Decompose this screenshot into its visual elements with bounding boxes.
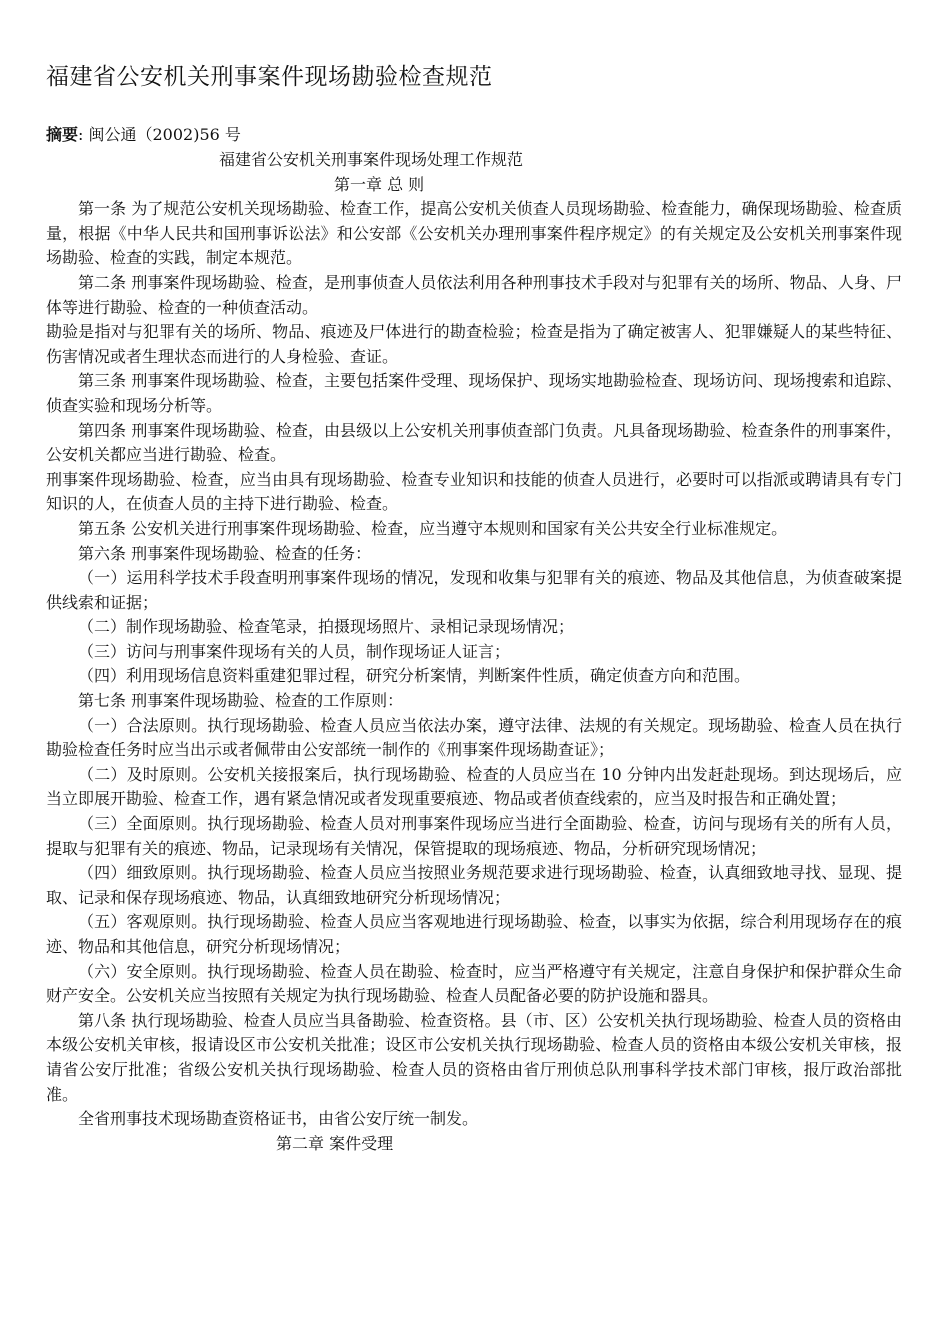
article-8-note: 全省刑事技术现场勘查资格证书，由省公安厅统一制发。 — [78, 1109, 479, 1129]
article-4: 第四条 刑事案件现场勘验、检查，由县级以上公安机关刑事侦查部门负责。凡具备现场勘验、检查条件的刑事案件，公安机关都应当进行勘验、检查。 — [46, 420, 902, 465]
article-8: 第八条 执行现场勘验、检查人员应当具备勘验、检查资格。县（市、区）公安机关执行现场勘验、检查人员的资格由本级公安机关审核，报请设区市公安机关批准；设区市公安机关执行现场勘验、检查人员的资格由本级公安机关审核，报请省公安厅批准；省级公安机关执行现场勘验、检查人员的资格由省厅刑侦总队刑事科学技术部门审核，报厅政治部批准。 — [46, 1010, 902, 1104]
article-7-item-1: （一）合法原则。执行现场勘验、检查人员应当依法办案，遵守法律、法规的有关规定。现场勘验、检查人员在执行勘验检查任务时应当出示或者佩带由公安部统一制作的《刑事案件现场勘查证》； — [46, 715, 902, 760]
document-body — [46, 148, 902, 1156]
abstract-line — [46, 124, 241, 146]
article-5: 第五条 公安机关进行刑事案件现场勘验、检查，应当遵守本规则和国家有关公共安全行业标准规定。 — [78, 518, 788, 538]
article-7-item-2: （二）及时原则。公安机关接报案后，执行现场勘验、检查的人员应当在 10 分钟内出发赶赴现场。到达现场后，应当立即展开勘验、检查工作，遇有紧急情况或者发现重要痕迹、物品或者侦查线索的，应当及时报告和正确处置； — [46, 764, 902, 809]
article-7-item-6: （六）安全原则。执行现场勘验、检查人员在勘验、检查时，应当严格遵守有关规定，注意自身保护和保护群众生命财产安全。公安机关应当按照有关规定为执行现场勘验、检查人员配备必要的防护设施和器具。 — [46, 961, 902, 1006]
article-2: 第二条 刑事案件现场勘验、检查，是刑事侦查人员依法利用各种刑事技术手段对与犯罪有关的场所、物品、人身、尸体等进行勘验、检查的一种侦查活动。 — [46, 272, 902, 317]
article-3: 第三条 刑事案件现场勘验、检查，主要包括案件受理、现场保护、现场实地勘验检查、现场访问、现场搜索和追踪、侦查实验和现场分析等。 — [46, 371, 902, 415]
article-6-item-4: （四）利用现场信息资料重建犯罪过程，研究分析案情，判断案件性质，确定侦查方向和范围。 — [78, 666, 751, 686]
chapter-heading-2: 第二章 案件受理 — [276, 1133, 394, 1153]
article-4-note: 刑事案件现场勘验、检查，应当由具有现场勘验、检查专业知识和技能的侦查人员进行，必要时可以指派或聘请具有专门知识的人，在侦查人员的主持下进行勘验、检查。 — [46, 469, 902, 514]
abstract-label: 摘要 — [46, 125, 79, 144]
article-6: 第六条 刑事案件现场勘验、检查的任务： — [78, 543, 372, 563]
article-1: 第一条 为了规范公安机关现场勘验、检查工作，提高公安机关侦查人员现场勘验、检查能力，确保现场勘验、检查质量，根据《中华人民共和国刑事诉讼法》和公安部《公安机关办理刑事案件程序规定》的有关规定及公安机关刑事案件现场勘验、检查的实践，制定本规范。 — [46, 199, 902, 268]
article-7-item-5: （五）客观原则。执行现场勘验、检查人员应当客观地进行现场勘验、检查，以事实为依据，综合利用现场存在的痕迹、物品和其他信息，研究分析现场情况； — [46, 912, 902, 956]
chapter-heading-1: 第一章 总 则 — [334, 174, 425, 194]
article-7-item-3: （三）全面原则。执行现场勘验、检查人员对刑事案件现场应当进行全面勘验、检查，访问与现场有关的所有人员，提取与犯罪有关的痕迹、物品，记录现场有关情况，保管提取的现场痕迹、物品，分析研究现场情况； — [46, 814, 902, 858]
article-6-item-1: （一）运用科学技术手段查明刑事案件现场的情况，发现和收集与犯罪有关的痕迹、物品及其他信息，为侦查破案提供线索和证据； — [46, 568, 902, 612]
article-7: 第七条 刑事案件现场勘验、检查的工作原则： — [78, 691, 404, 711]
article-2-definition: 勘验是指对与犯罪有关的场所、物品、痕迹及尸体进行的勘查检验；检查是指为了确定被害人、犯罪嫌疑人的某些特征、伤害情况或者生理状态而进行的人身检验、查证。 — [46, 322, 902, 366]
article-6-item-3: （三）访问与刑事案件现场有关的人员，制作现场证人证言； — [78, 641, 511, 661]
abstract-text: : 闽公通（2002)56 号 — [78, 125, 241, 144]
document-title: 福建省公安机关刑事案件现场勘验检查规范 — [46, 64, 493, 90]
article-6-item-2: （二）制作现场勘验、检查笔录，拍摄现场照片、录相记录现场情况； — [78, 617, 575, 637]
document-subtitle: 福建省公安机关刑事案件现场处理工作规范 — [219, 150, 524, 169]
article-7-item-4: （四）细致原则。执行现场勘验、检查人员应当按照业务规范要求进行现场勘验、检查，认真细致地寻找、显现、提取、记录和保存现场痕迹、物品，认真细致地研究分析现场情况； — [46, 863, 902, 907]
